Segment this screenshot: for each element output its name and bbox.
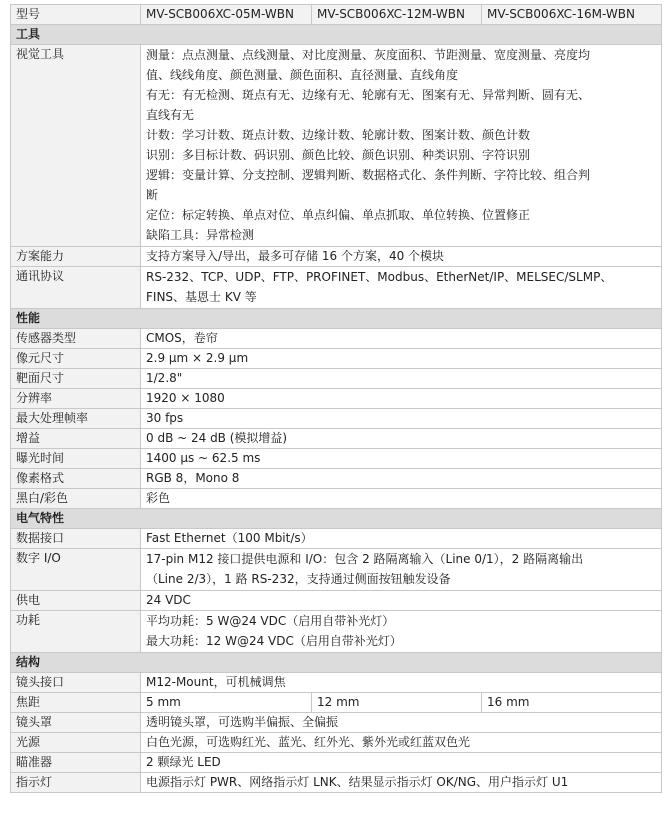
digital-io-line: （Line 2/3），1 路 RS-232，支持通过侧面按钮触发设备 — [146, 572, 451, 586]
model-name: MV-SCB006XC-05M-WBN — [141, 5, 312, 25]
table-row — [11, 489, 662, 509]
table-row — [11, 753, 662, 773]
spec-table — [10, 4, 662, 793]
spec-label: 最大处理帧率 — [11, 409, 141, 429]
vision-tools-line: 识别：多目标计数、码识别、颜色比较、颜色识别、种类识别、字符识别 — [146, 148, 531, 162]
table-row — [11, 409, 662, 429]
table-row — [11, 773, 662, 793]
lens-mount-label: 镜头接口 — [11, 673, 141, 693]
protocol-label: 通讯协议 — [11, 267, 141, 309]
lens-cover-label: 镜头罩 — [11, 713, 141, 733]
section-title-tools: 工具 — [11, 25, 662, 45]
table-row — [11, 591, 662, 611]
protocol-value — [141, 267, 662, 309]
indicator-label: 指示灯 — [11, 773, 141, 793]
table-row — [11, 329, 662, 349]
section-title-electrical: 电气特性 — [11, 509, 662, 529]
spec-label: 增益 — [11, 429, 141, 449]
vision-tools-line: 值、线线角度、颜色测量、颜色面积、直径测量、直线角度 — [146, 68, 459, 82]
section-row-performance — [11, 309, 662, 329]
power-supply-label: 供电 — [11, 591, 141, 611]
plan-label: 方案能力 — [11, 247, 141, 267]
vision-tools-line: 缺陷工具：异常检测 — [146, 228, 255, 242]
table-row — [11, 713, 662, 733]
table-row — [11, 673, 662, 693]
spec-label: 像元尺寸 — [11, 349, 141, 369]
protocol-line: FINS、基恩士 KV 等 — [146, 290, 257, 304]
vision-tools-label: 视觉工具 — [11, 45, 141, 247]
plan-value: 支持方案导入/导出，最多可存储 16 个方案，40 个模块 — [141, 247, 662, 267]
spec-value: 1/2.8" — [141, 369, 662, 389]
model-header-row — [11, 5, 662, 25]
focal-length-value: 16 mm — [482, 693, 662, 713]
table-row — [11, 247, 662, 267]
section-row-structure — [11, 653, 662, 673]
vision-tools-line: 定位：标定转换、单点对位、单点纠偏、单点抓取、单位转换、位置修正 — [146, 208, 531, 222]
table-row — [11, 529, 662, 549]
spec-label: 传感器类型 — [11, 329, 141, 349]
spec-value: 彩色 — [141, 489, 662, 509]
table-row — [11, 449, 662, 469]
power-supply-value: 24 VDC — [141, 591, 662, 611]
power-consumption-label: 功耗 — [11, 611, 141, 653]
vision-tools-line: 断 — [146, 188, 159, 202]
table-row — [11, 267, 662, 309]
section-row-electrical — [11, 509, 662, 529]
lens-mount-value: M12-Mount，可机械调焦 — [141, 673, 662, 693]
data-interface-label: 数据接口 — [11, 529, 141, 549]
table-row — [11, 369, 662, 389]
aimer-label: 瞄准器 — [11, 753, 141, 773]
spec-value: 1400 μs ~ 62.5 ms — [141, 449, 662, 469]
spec-value: RGB 8，Mono 8 — [141, 469, 662, 489]
table-row — [11, 389, 662, 409]
table-row — [11, 733, 662, 753]
model-name: MV-SCB006XC-16M-WBN — [482, 5, 662, 25]
section-title-structure: 结构 — [11, 653, 662, 673]
vision-tools-line: 逻辑：变量计算、分支控制、逻辑判断、数据格式化、条件判断、字符比较、组合判 — [146, 168, 591, 182]
indicator-value: 电源指示灯 PWR、网络指示灯 LNK、结果显示指示灯 OK/NG、用户指示灯 U1 — [141, 773, 662, 793]
protocol-line: RS-232、TCP、UDP、FTP、PROFINET、Modbus、EtherNet/IP、MELSEC/SLMP、 — [146, 270, 613, 284]
focal-length-value: 5 mm — [141, 693, 312, 713]
spec-value: CMOS，卷帘 — [141, 329, 662, 349]
vision-tools-line: 计数：学习计数、斑点计数、边缘计数、轮廓计数、图案计数、颜色计数 — [146, 128, 531, 142]
power-consumption-value — [141, 611, 662, 653]
spec-label: 分辨率 — [11, 389, 141, 409]
digital-io-label: 数字 I/O — [11, 549, 141, 591]
section-title-performance: 性能 — [11, 309, 662, 329]
table-row — [11, 549, 662, 591]
data-interface-value: Fast Ethernet（100 Mbit/s） — [141, 529, 662, 549]
table-row — [11, 45, 662, 247]
digital-io-line: 17-pin M12 接口提供电源和 I/O：包含 2 路隔离输入（Line 0/1），2 路隔离输出 — [146, 552, 584, 566]
spec-label: 黑白/彩色 — [11, 489, 141, 509]
vision-tools-value — [141, 45, 662, 247]
light-source-label: 光源 — [11, 733, 141, 753]
spec-label: 靶面尺寸 — [11, 369, 141, 389]
light-source-value: 白色光源，可选购红光、蓝光、红外光、紫外光或红蓝双色光 — [141, 733, 662, 753]
digital-io-value — [141, 549, 662, 591]
vision-tools-line: 直线有无 — [146, 108, 195, 122]
model-label: 型号 — [11, 5, 141, 25]
spec-value: 30 fps — [141, 409, 662, 429]
focal-length-value: 12 mm — [312, 693, 482, 713]
aimer-value: 2 颗绿光 LED — [141, 753, 662, 773]
power-consumption-line: 最大功耗：12 W@24 VDC（启用自带补光灯） — [146, 634, 402, 648]
table-row — [11, 693, 662, 713]
spec-value: 1920 × 1080 — [141, 389, 662, 409]
lens-cover-value: 透明镜头罩，可选购半偏振、全偏振 — [141, 713, 662, 733]
spec-value: 2.9 μm × 2.9 μm — [141, 349, 662, 369]
spec-label: 曝光时间 — [11, 449, 141, 469]
table-row — [11, 611, 662, 653]
spec-label: 像素格式 — [11, 469, 141, 489]
focal-length-label: 焦距 — [11, 693, 141, 713]
spec-value: 0 dB ~ 24 dB (模拟增益) — [141, 429, 662, 449]
power-consumption-line: 平均功耗：5 W@24 VDC（启用自带补光灯） — [146, 614, 395, 628]
vision-tools-line: 测量：点点测量、点线测量、对比度测量、灰度面积、节距测量、宽度测量、亮度均 — [146, 48, 591, 62]
section-row-tools — [11, 25, 662, 45]
table-row — [11, 469, 662, 489]
table-row — [11, 349, 662, 369]
table-row — [11, 429, 662, 449]
model-name: MV-SCB006XC-12M-WBN — [312, 5, 482, 25]
vision-tools-line: 有无：有无检测、斑点有无、边缘有无、轮廓有无、图案有无、异常判断、圆有无、 — [146, 88, 591, 102]
